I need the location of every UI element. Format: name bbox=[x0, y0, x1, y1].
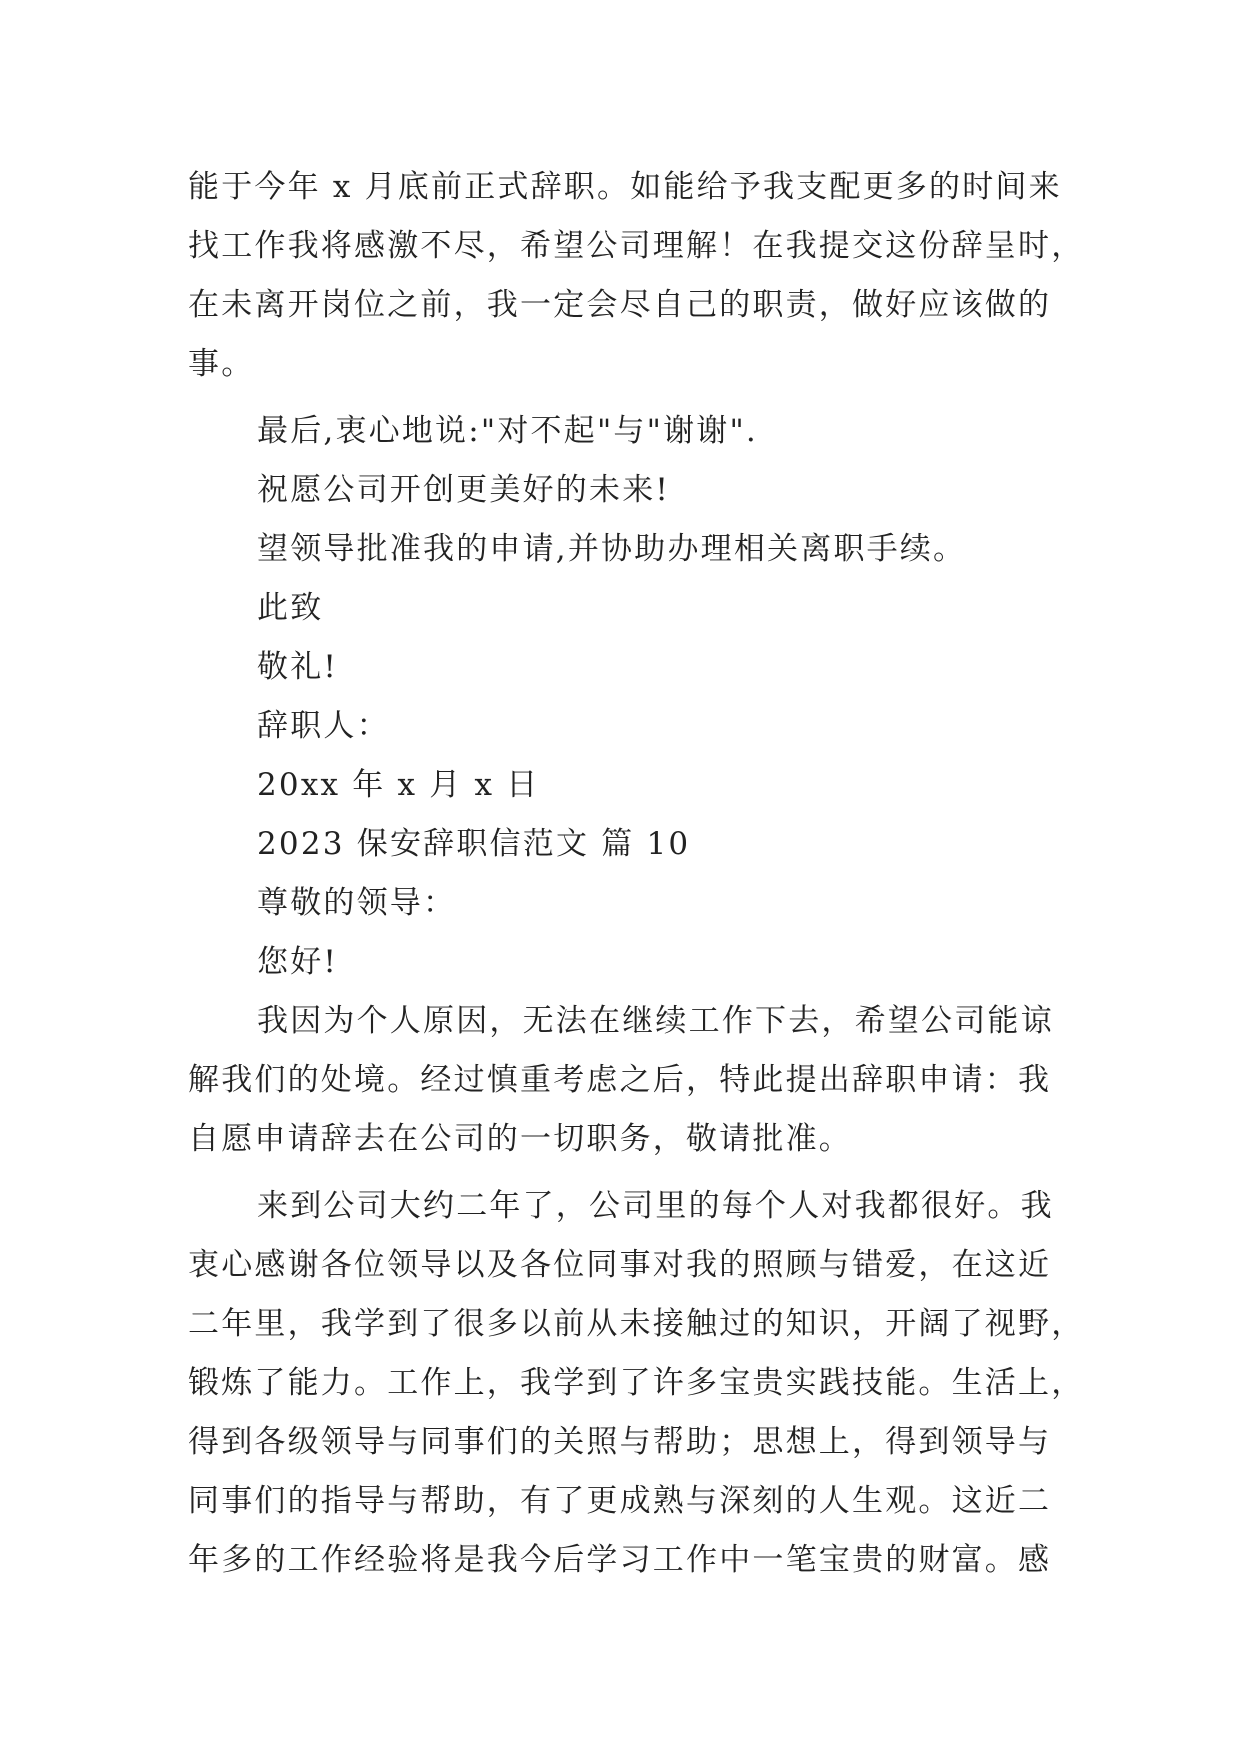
greeting-hello: 您好! bbox=[257, 944, 339, 980]
signer-label: 辞职人： bbox=[257, 708, 390, 744]
text-line: 找工作我将感激不尽，希望公司理解！在我提交这份辞呈时， bbox=[188, 228, 1085, 264]
letter-body bbox=[188, 158, 1085, 1590]
text-line: 事。 bbox=[188, 346, 255, 382]
salutation-jingli: 敬礼! bbox=[257, 649, 339, 685]
text-line: 年多的工作经验将是我今后学习工作中一笔宝贵的财富。感 bbox=[188, 1542, 1052, 1578]
paragraph-gratitude bbox=[188, 1177, 1085, 1590]
text-line: 在未离开岗位之前，我一定会尽自己的职责，做好应该做的 bbox=[188, 287, 1052, 323]
text-line: 能于今年 x 月底前正式辞职。如能给予我支配更多的时间来 bbox=[188, 169, 1062, 205]
paragraph-reason bbox=[188, 992, 1060, 1169]
text-line: 衷心感谢各位领导以及各位同事对我的照顾与错爱，在这近 bbox=[188, 1247, 1052, 1283]
section-title: 2023 保安辞职信范文 篇 10 bbox=[257, 826, 691, 862]
closing-request: 望领导批准我的申请,并协助办理相关离职手续。 bbox=[257, 531, 967, 567]
closing-thanks: 最后,衷心地说:"对不起"与"谢谢". bbox=[257, 413, 758, 449]
text-line: 来到公司大约二年了，公司里的每个人对我都很好。我 bbox=[257, 1188, 1054, 1224]
letter-date: 20xx 年 x 月 x 日 bbox=[257, 767, 540, 803]
text-line: 我因为个人原因，无法在继续工作下去，希望公司能谅 bbox=[257, 1003, 1054, 1039]
closing-wish: 祝愿公司开创更美好的未来! bbox=[257, 472, 671, 508]
paragraph-previous-letter-ending bbox=[188, 158, 1085, 394]
text-line: 同事们的指导与帮助，有了更成熟与深刻的人生观。这近二 bbox=[188, 1483, 1052, 1519]
text-line: 锻炼了能力。工作上，我学到了许多宝贵实践技能。生活上， bbox=[188, 1365, 1085, 1401]
greeting-recipient: 尊敬的领导： bbox=[257, 885, 457, 921]
text-line: 二年里，我学到了很多以前从未接触过的知识，开阔了视野， bbox=[188, 1306, 1085, 1342]
text-line: 自愿申请辞去在公司的一切职务，敬请批准。 bbox=[188, 1121, 852, 1157]
text-line: 解我们的处境。经过慎重考虑之后，特此提出辞职申请：我 bbox=[188, 1062, 1052, 1098]
salutation-cizhi: 此致 bbox=[257, 590, 324, 626]
text-line: 得到各级领导与同事们的关照与帮助；思想上，得到领导与 bbox=[188, 1424, 1052, 1460]
